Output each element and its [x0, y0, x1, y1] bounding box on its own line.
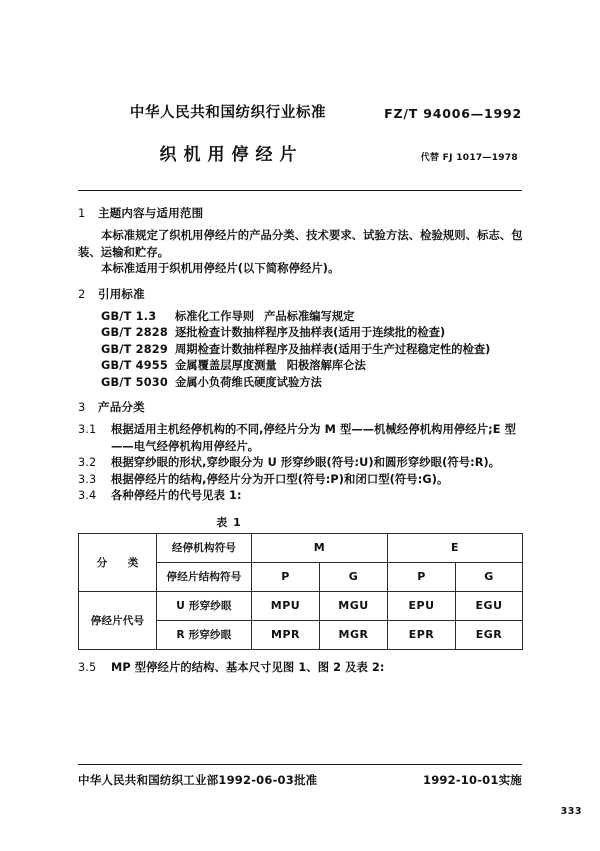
cell-MGR: MGR — [320, 620, 388, 649]
ref-code: GB/T 2828 — [101, 326, 168, 339]
page-footer — [78, 772, 522, 790]
clause-number: 3.2 — [78, 456, 97, 469]
row-header-classification: 分 类 — [79, 533, 157, 591]
section-1-title: 主题内容与适用范围 — [98, 206, 204, 220]
document-body — [78, 206, 530, 676]
section-1-heading — [78, 206, 530, 221]
ref-title: 周期检查计数抽样程序及抽样表(适用于生产过程稳定性的检查) — [175, 342, 491, 356]
cell-EGU: EGU — [456, 591, 523, 620]
cell-EGR: EGR — [456, 620, 523, 649]
standard-org-line: 中华人民共和国纺织行业标准 — [129, 105, 327, 121]
clause-3-2 — [78, 455, 530, 472]
standard-number: FZ/T 94006—1992 — [384, 106, 522, 121]
list-item — [78, 325, 530, 342]
list-item — [78, 342, 530, 359]
ref-code: GB/T 4955 — [101, 359, 168, 372]
table-1-caption: 表 1 — [216, 515, 242, 529]
subheader-mechanism-symbol: 经停机构符号 — [157, 533, 252, 562]
implementation-date: 1992-10-01实施 — [423, 773, 522, 787]
ref-code: GB/T 1.3 — [101, 309, 157, 323]
table-row — [79, 591, 523, 620]
clause-number: 3.4 — [78, 489, 97, 502]
struct-col-MP: P — [252, 562, 320, 591]
ref-extra: 产品标准编写规定 — [264, 309, 355, 323]
section-2-number: 2 — [78, 286, 86, 301]
section-3-number: 3 — [78, 400, 86, 414]
section-3-title: 产品分类 — [98, 400, 145, 414]
clause-text: 根据停经片的结构,停经片分为开口型(符号:P)和闭口型(符号:G)。 — [111, 472, 449, 486]
approval-statement: 中华人民共和国纺织工业部1992-06-03批准 — [78, 773, 318, 787]
struct-col-EP: P — [388, 562, 456, 591]
struct-col-MG: G — [320, 562, 388, 591]
ref-extra: 阳极溶解库仑法 — [286, 359, 366, 372]
replaces-note: 代替 FJ 1017—1978 — [420, 153, 518, 163]
table-row — [79, 533, 523, 562]
cell-EPR: EPR — [388, 620, 456, 649]
clause-number: 3.1 — [78, 423, 97, 436]
ref-title: 逐批检查计数抽样程序及抽样表(适用于连续批的检查) — [175, 326, 446, 339]
cell-EPU: EPU — [388, 591, 456, 620]
ref-code: GB/T 2829 — [101, 342, 168, 356]
section-3-heading — [78, 400, 530, 415]
table-1-product-codes — [78, 533, 523, 650]
row-label-U-eye: U 形穿纱眼 — [157, 591, 252, 620]
cell-MPU: MPU — [252, 591, 320, 620]
subheader-structure-symbol: 停经片结构符号 — [157, 562, 252, 591]
clause-3-3 — [78, 472, 530, 489]
ref-title: 标准化工作导则 — [175, 309, 255, 323]
section-1-paragraph-2: 本标准适用于织机用停经片(以下简称停经片)。 — [101, 262, 340, 275]
clause-number: 3.5 — [78, 660, 97, 674]
clause-text: 根据适用主机经停机构的不同,停经片分为 M 型——机械经停机构用停经片;E 型——电气经停机构用停经片。 — [111, 423, 516, 453]
group-header-E: E — [388, 533, 523, 562]
spacer — [78, 391, 530, 400]
masthead — [78, 104, 522, 176]
section-2-title: 引用标准 — [98, 286, 145, 301]
clause-text: MP 型停经片的结构、基本尺寸见图 1、图 2 及表 2: — [111, 660, 385, 674]
header-divider-rule — [78, 190, 522, 191]
clause-3-5 — [78, 660, 530, 677]
struct-col-EG: G — [456, 562, 523, 591]
spacer — [78, 278, 530, 287]
ref-title: 金属覆盖层厚度测量 — [175, 359, 277, 372]
list-item — [78, 375, 530, 392]
footer-divider-rule — [78, 764, 522, 765]
section-1-number: 1 — [78, 206, 86, 220]
referenced-standards-list — [78, 309, 530, 392]
group-header-M: M — [252, 533, 388, 562]
clause-3-1 — [78, 422, 530, 455]
row-header-product-code: 停经片代号 — [79, 591, 157, 649]
ref-title: 金属小负荷维氏硬度试验方法 — [175, 375, 322, 389]
section-1-paragraph-1: 本标准规定了织机用停经片的产品分类、技术要求、试验方法、检验规则、标志、包装、运输和贮存。 — [78, 229, 523, 259]
clause-number: 3.3 — [78, 472, 97, 486]
clause-text: 根据穿纱眼的形状,穿纱眼分为 U 形穿纱眼(符号:U)和圆形穿纱眼(符号:R)。 — [111, 456, 501, 469]
cell-MPR: MPR — [252, 620, 320, 649]
clause-text: 各种停经片的代号见表 1: — [111, 489, 242, 502]
document-title: 织机用停经片 — [159, 145, 304, 165]
ref-code: GB/T 5030 — [101, 375, 168, 389]
section-2-heading — [78, 287, 530, 302]
list-item — [78, 358, 530, 375]
page-number: 333 — [560, 806, 582, 817]
row-label-R-eye: R 形穿纱眼 — [157, 620, 252, 649]
clause-3-4 — [78, 488, 530, 505]
cell-MGU: MGU — [320, 591, 388, 620]
list-item — [78, 309, 530, 326]
